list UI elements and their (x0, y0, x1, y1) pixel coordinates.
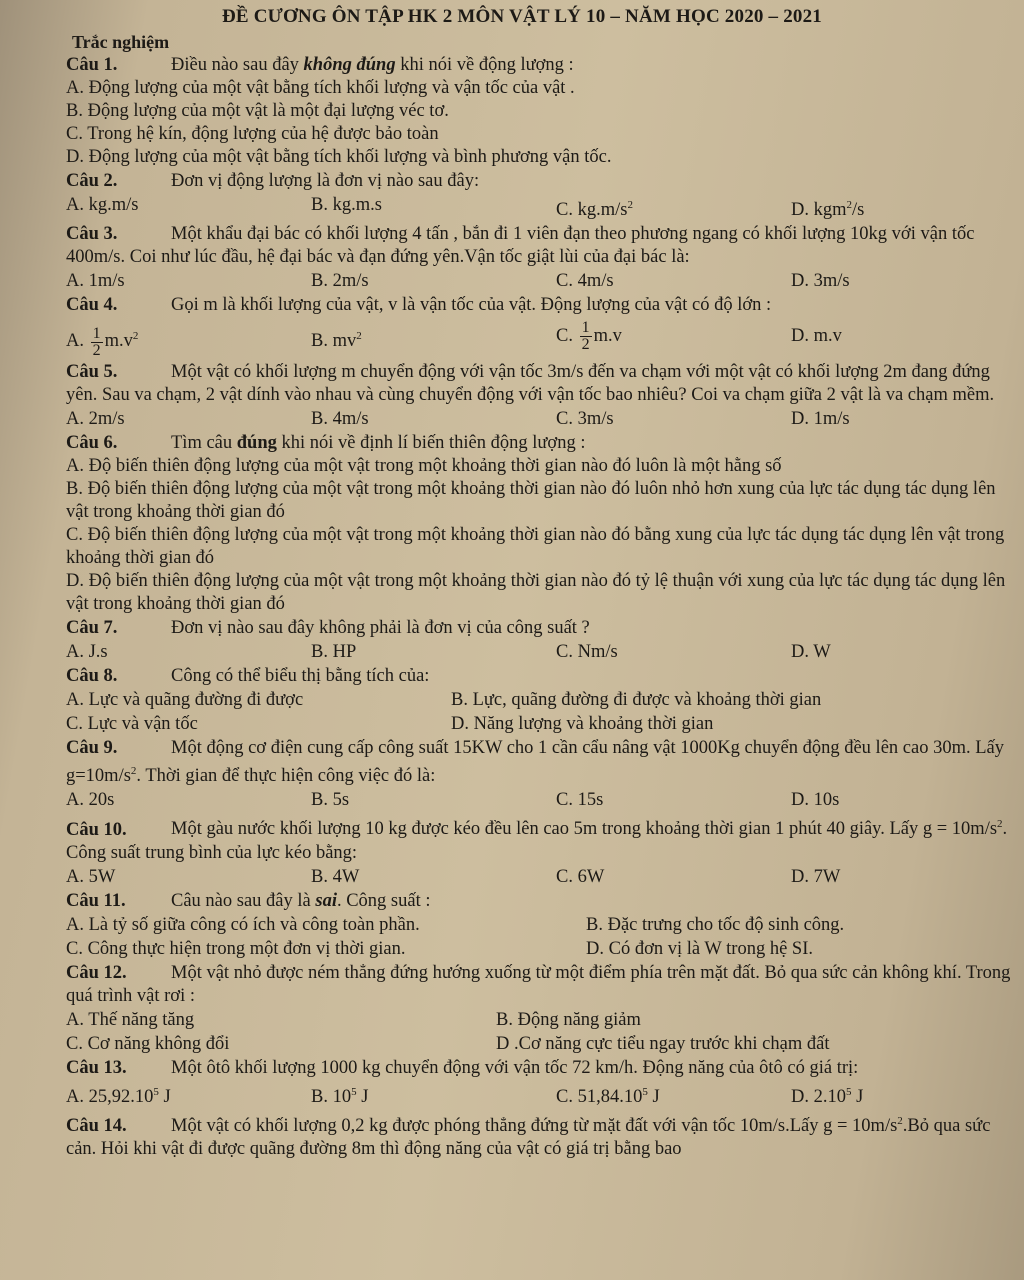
stem-emphasis: không đúng (303, 55, 396, 75)
options-row (66, 407, 1014, 431)
question-2 (66, 170, 1014, 222)
options-row (66, 193, 1014, 222)
option-b: B. Động năng giảm (496, 1009, 641, 1030)
option-c: C. Cơ năng không đổi (66, 1033, 230, 1054)
question-stem (66, 361, 1014, 407)
stem-text: . Thời gian để thực hiện công việc đó là: (136, 766, 436, 787)
question-number: Câu 12. (66, 962, 127, 983)
option-text: J (851, 1086, 864, 1107)
option-a (66, 317, 311, 360)
option-text: J (356, 1086, 369, 1107)
option-c (556, 1080, 791, 1109)
option-d: D. 10s (791, 790, 840, 811)
question-7 (66, 617, 1014, 664)
option-text: A. (66, 331, 84, 352)
option-d: D .Cơ năng cực tiểu ngay trước khi chạm đất (496, 1033, 830, 1054)
options-row (66, 1008, 1014, 1032)
option-d (791, 1080, 863, 1109)
option-d: D. 1m/s (791, 409, 850, 430)
question-number: Câu 6. (66, 433, 118, 454)
option-d: D. Độ biến thiên động lượng của một vật trong một khoảng thời gian nào đó tỷ lệ thuận với xung của lực tác dụng tác dụng lên vật trong khoảng thời gian đó (66, 571, 1006, 615)
option-b: B. HP (311, 642, 357, 663)
question-stem (66, 54, 1014, 77)
option-a: A. 20s (66, 790, 115, 811)
question-stem (66, 170, 1014, 193)
option-b: B. kg.m.s (311, 195, 382, 215)
option-d: D. Động lượng của một vật bằng tích khối lượng và bình phương vận tốc. (66, 147, 612, 167)
superscript: 5 (642, 1085, 648, 1098)
options-row (66, 317, 1014, 360)
option-text: C. kg.m/s (556, 200, 628, 221)
option-a: A. 1m/s (66, 271, 125, 292)
options-row (66, 913, 1014, 937)
option-c: C. Trong hệ kín, động lượng của hệ được bảo toàn (66, 124, 439, 144)
stem-text: .Bỏ qua sức cản. Hỏi khi vật đi được quãng đường 8m thì động năng của vật có giá trị bằng bao (66, 1115, 991, 1159)
question-stem (66, 223, 1014, 269)
option-a: A. J.s (66, 642, 108, 663)
options-row (66, 712, 1014, 736)
option-b: B. 4m/s (311, 409, 369, 430)
option-b: B. 2m/s (311, 271, 369, 292)
question-1 (66, 54, 1014, 169)
option-text: J (647, 1086, 660, 1107)
options-row (66, 640, 1014, 664)
stem-text: Gọi m là khối lượng của vật, v là vận tốc của vật. Động lượng của vật có độ lớn : (171, 295, 772, 316)
superscript: 2 (846, 199, 852, 211)
option-c: C. 4m/s (556, 271, 614, 292)
option-text: A. 25,92.10 (66, 1086, 154, 1107)
stem-text: Một vật có khối lượng m chuyển động với vận tốc 3m/s đến va chạm với một vật có khối lượng 2m đang đứng yên. Sau va chạm, 2 vật dính vào nhau và cùng chuyển động với vận tốc bao nhiêu? Coi va chạm giữa 2 vật là va chạm mềm. (66, 362, 995, 406)
option-a: A. Là tỷ số giữa công có ích và công toàn phần. (66, 914, 420, 935)
option-text: J (158, 1086, 171, 1107)
option-text: C. (556, 326, 573, 347)
stem-text: Một ôtô khối lượng 1000 kg chuyển động với vận tốc 72 km/h. Động năng của ôtô có giá trị: (171, 1057, 859, 1078)
option-text: C. 51,84.10 (556, 1086, 643, 1107)
stem-text: Một động cơ điện cung cấp công suất 15KW cho 1 cần cẩu nâng vật 1000Kg chuyển động đều lên cao 30m. Lấy g=10m/s (66, 738, 1004, 787)
option-text: D. 2.10 (791, 1086, 846, 1107)
option-d: D. W (791, 642, 831, 663)
question-stem (66, 890, 1014, 913)
stem-text: . Công suất : (336, 890, 431, 911)
question-stem (66, 617, 1014, 640)
option-b (311, 317, 556, 360)
question-number: Câu 5. (66, 362, 118, 383)
option-a: A. 2m/s (66, 409, 125, 430)
option-text: /s (852, 200, 865, 221)
stem-text: khi nói về định lí biến thiên động lượng : (276, 433, 586, 454)
stem-text: Câu nào sau đây là (171, 890, 316, 911)
option-c: C. Lực và vận tốc (66, 714, 198, 735)
option-a: A. Lực và quãng đường đi được (66, 690, 304, 711)
options-row (66, 688, 1014, 712)
fraction-numerator: 1 (92, 324, 101, 342)
option-b: B. Độ biến thiên động lượng của một vật trong một khoảng thời gian nào đó luôn nhỏ hơn xung của lực tác dụng tác dụng lên vật trong khoảng thời gian đó (66, 479, 996, 523)
option-b: B. Động lượng của một vật là một đại lượng véc tơ. (66, 101, 449, 121)
option-c: C. Công thực hiện trong một đơn vị thời gian. (66, 938, 406, 959)
options-row (66, 269, 1014, 293)
stem-text: Một khẩu đại bác có khối lượng 4 tấn , bắn đi 1 viên đạn theo phương ngang có khối lượng 10kg với vận tốc 400m/s. Coi như lúc đầu, hệ đại bác và đạn đứng yên.Vận tốc giật lùi của đại bác là: (66, 224, 975, 268)
option-d: D. Có đơn vị là W trong hệ SI. (586, 938, 813, 959)
option-a: A. kg.m/s (66, 195, 139, 215)
fraction-numerator: 1 (581, 319, 590, 337)
question-stem (66, 737, 1014, 788)
question-stem (66, 432, 1014, 455)
fraction-denominator: 2 (581, 336, 590, 354)
stem-text: . Công suất trung bình của lực kéo bằng: (66, 819, 1008, 863)
option-text: m.v (104, 331, 133, 352)
superscript: 2 (897, 1114, 903, 1127)
options-row (66, 1080, 1014, 1109)
superscript: 2 (627, 199, 633, 211)
options-row (66, 865, 1014, 889)
stem-text: Đơn vị nào sau đây không phải là đơn vị của công suất ? (171, 618, 590, 639)
question-3 (66, 223, 1014, 293)
question-6 (66, 432, 1014, 616)
question-number: Câu 7. (66, 618, 118, 639)
option-b: B. 5s (311, 790, 350, 811)
question-11 (66, 890, 1014, 961)
question-number: Câu 4. (66, 295, 118, 316)
stem-text: Đơn vị động lượng là đơn vị nào sau đây: (171, 171, 480, 191)
question-number: Câu 14. (66, 1115, 127, 1136)
fraction (91, 326, 103, 359)
question-10 (66, 813, 1014, 888)
option-a: A. Độ biến thiên động lượng của một vật trong một khoảng thời gian nào đó luôn là một hằng số (66, 456, 782, 477)
question-number: Câu 2. (66, 171, 118, 191)
option-b: B. Lực, quãng đường đi được và khoảng thời gian (451, 690, 822, 711)
stem-text: Một gàu nước khối lượng 10 kg được kéo đều lên cao 5m trong khoảng thời gian 1 phút 40 giây. Lấy g = 10m/s (171, 819, 998, 840)
question-8 (66, 665, 1014, 736)
option-b: B. 4W (311, 866, 360, 887)
question-number: Câu 13. (66, 1057, 127, 1078)
option-d: D. 3m/s (791, 271, 850, 292)
option-text: B. mv (311, 331, 357, 352)
fraction-denominator: 2 (92, 341, 101, 359)
superscript: 2 (132, 330, 139, 343)
stem-text: Điều nào sau đây (171, 55, 304, 75)
document-title: ĐỀ CƯƠNG ÔN TẬP HK 2 MÔN VẬT LÝ 10 – NĂM HỌC 2020 – 2021 (221, 6, 823, 27)
option-c: C. 15s (556, 790, 604, 811)
question-number: Câu 1. (66, 55, 118, 75)
option-a: A. Thế năng tăng (66, 1009, 195, 1030)
option-b: B. Đặc trưng cho tốc độ sinh công. (586, 914, 845, 935)
option-a (66, 1080, 311, 1109)
question-number: Câu 9. (66, 738, 118, 759)
question-5 (66, 361, 1014, 431)
superscript: 2 (997, 818, 1003, 831)
fraction (580, 320, 592, 353)
stem-text: Một vật nhỏ được ném thẳng đứng hướng xuống từ một điểm phía trên mặt đất. Bỏ qua sức cản không khí. Trong quá trình vật rơi : (66, 962, 1011, 1006)
question-number: Câu 10. (66, 819, 127, 840)
question-stem (66, 294, 1014, 317)
option-text: B. 10 (311, 1086, 352, 1107)
option-text: m.v (593, 326, 622, 347)
option-a: A. 5W (66, 866, 116, 887)
superscript: 2 (130, 765, 137, 778)
superscript: 5 (351, 1085, 357, 1098)
option-d: D. 7W (791, 866, 841, 887)
options-row (66, 937, 1014, 961)
question-stem (66, 665, 1014, 688)
option-c: C. Độ biến thiên động lượng của một vật trong một khoảng thời gian nào đó bằng xung của lực tác dụng tác dụng lên vật trong khoảng thời gian đó (66, 525, 1005, 569)
stem-text: Công có thể biểu thị bằng tích của: (171, 666, 430, 687)
stem-text: Tìm câu (171, 433, 237, 454)
section-heading: Trắc nghiệm (72, 32, 170, 52)
question-stem (66, 813, 1014, 864)
question-9 (66, 737, 1014, 812)
question-stem (66, 1110, 1014, 1161)
superscript: 2 (356, 330, 362, 343)
options-row (66, 1032, 1014, 1056)
question-number: Câu 11. (66, 890, 126, 911)
option-b (311, 1080, 556, 1109)
option-d: D. m.v (791, 326, 842, 347)
question-number: Câu 3. (66, 224, 118, 245)
option-c: C. 6W (556, 866, 605, 887)
stem-emphasis: đúng (236, 433, 277, 454)
question-12 (66, 962, 1014, 1056)
option-d (791, 193, 864, 222)
option-c: C. Nm/s (556, 642, 618, 663)
superscript: 5 (153, 1085, 159, 1098)
stem-emphasis: sai (315, 890, 337, 911)
option-d: D. Năng lượng và khoảng thời gian (451, 714, 714, 735)
options-row (66, 788, 1014, 812)
option-c: C. 3m/s (556, 409, 614, 430)
stem-text: Một vật có khối lượng 0,2 kg được phóng thẳng đứng từ mặt đất với vận tốc 10m/s.Lấy g = 10m/s (171, 1115, 898, 1136)
stem-text: khi nói về động lượng : (395, 55, 574, 75)
option-c (556, 317, 791, 360)
option-text: D. kgm (791, 200, 847, 221)
question-number: Câu 8. (66, 666, 118, 687)
superscript: 5 (846, 1085, 852, 1098)
option-c (556, 193, 791, 222)
question-stem (66, 1057, 1014, 1080)
question-14 (66, 1110, 1014, 1161)
option-a: A. Động lượng của một vật bằng tích khối lượng và vận tốc của vật . (66, 78, 575, 98)
question-13 (66, 1057, 1014, 1109)
question-stem (66, 962, 1014, 1008)
question-4 (66, 294, 1014, 360)
